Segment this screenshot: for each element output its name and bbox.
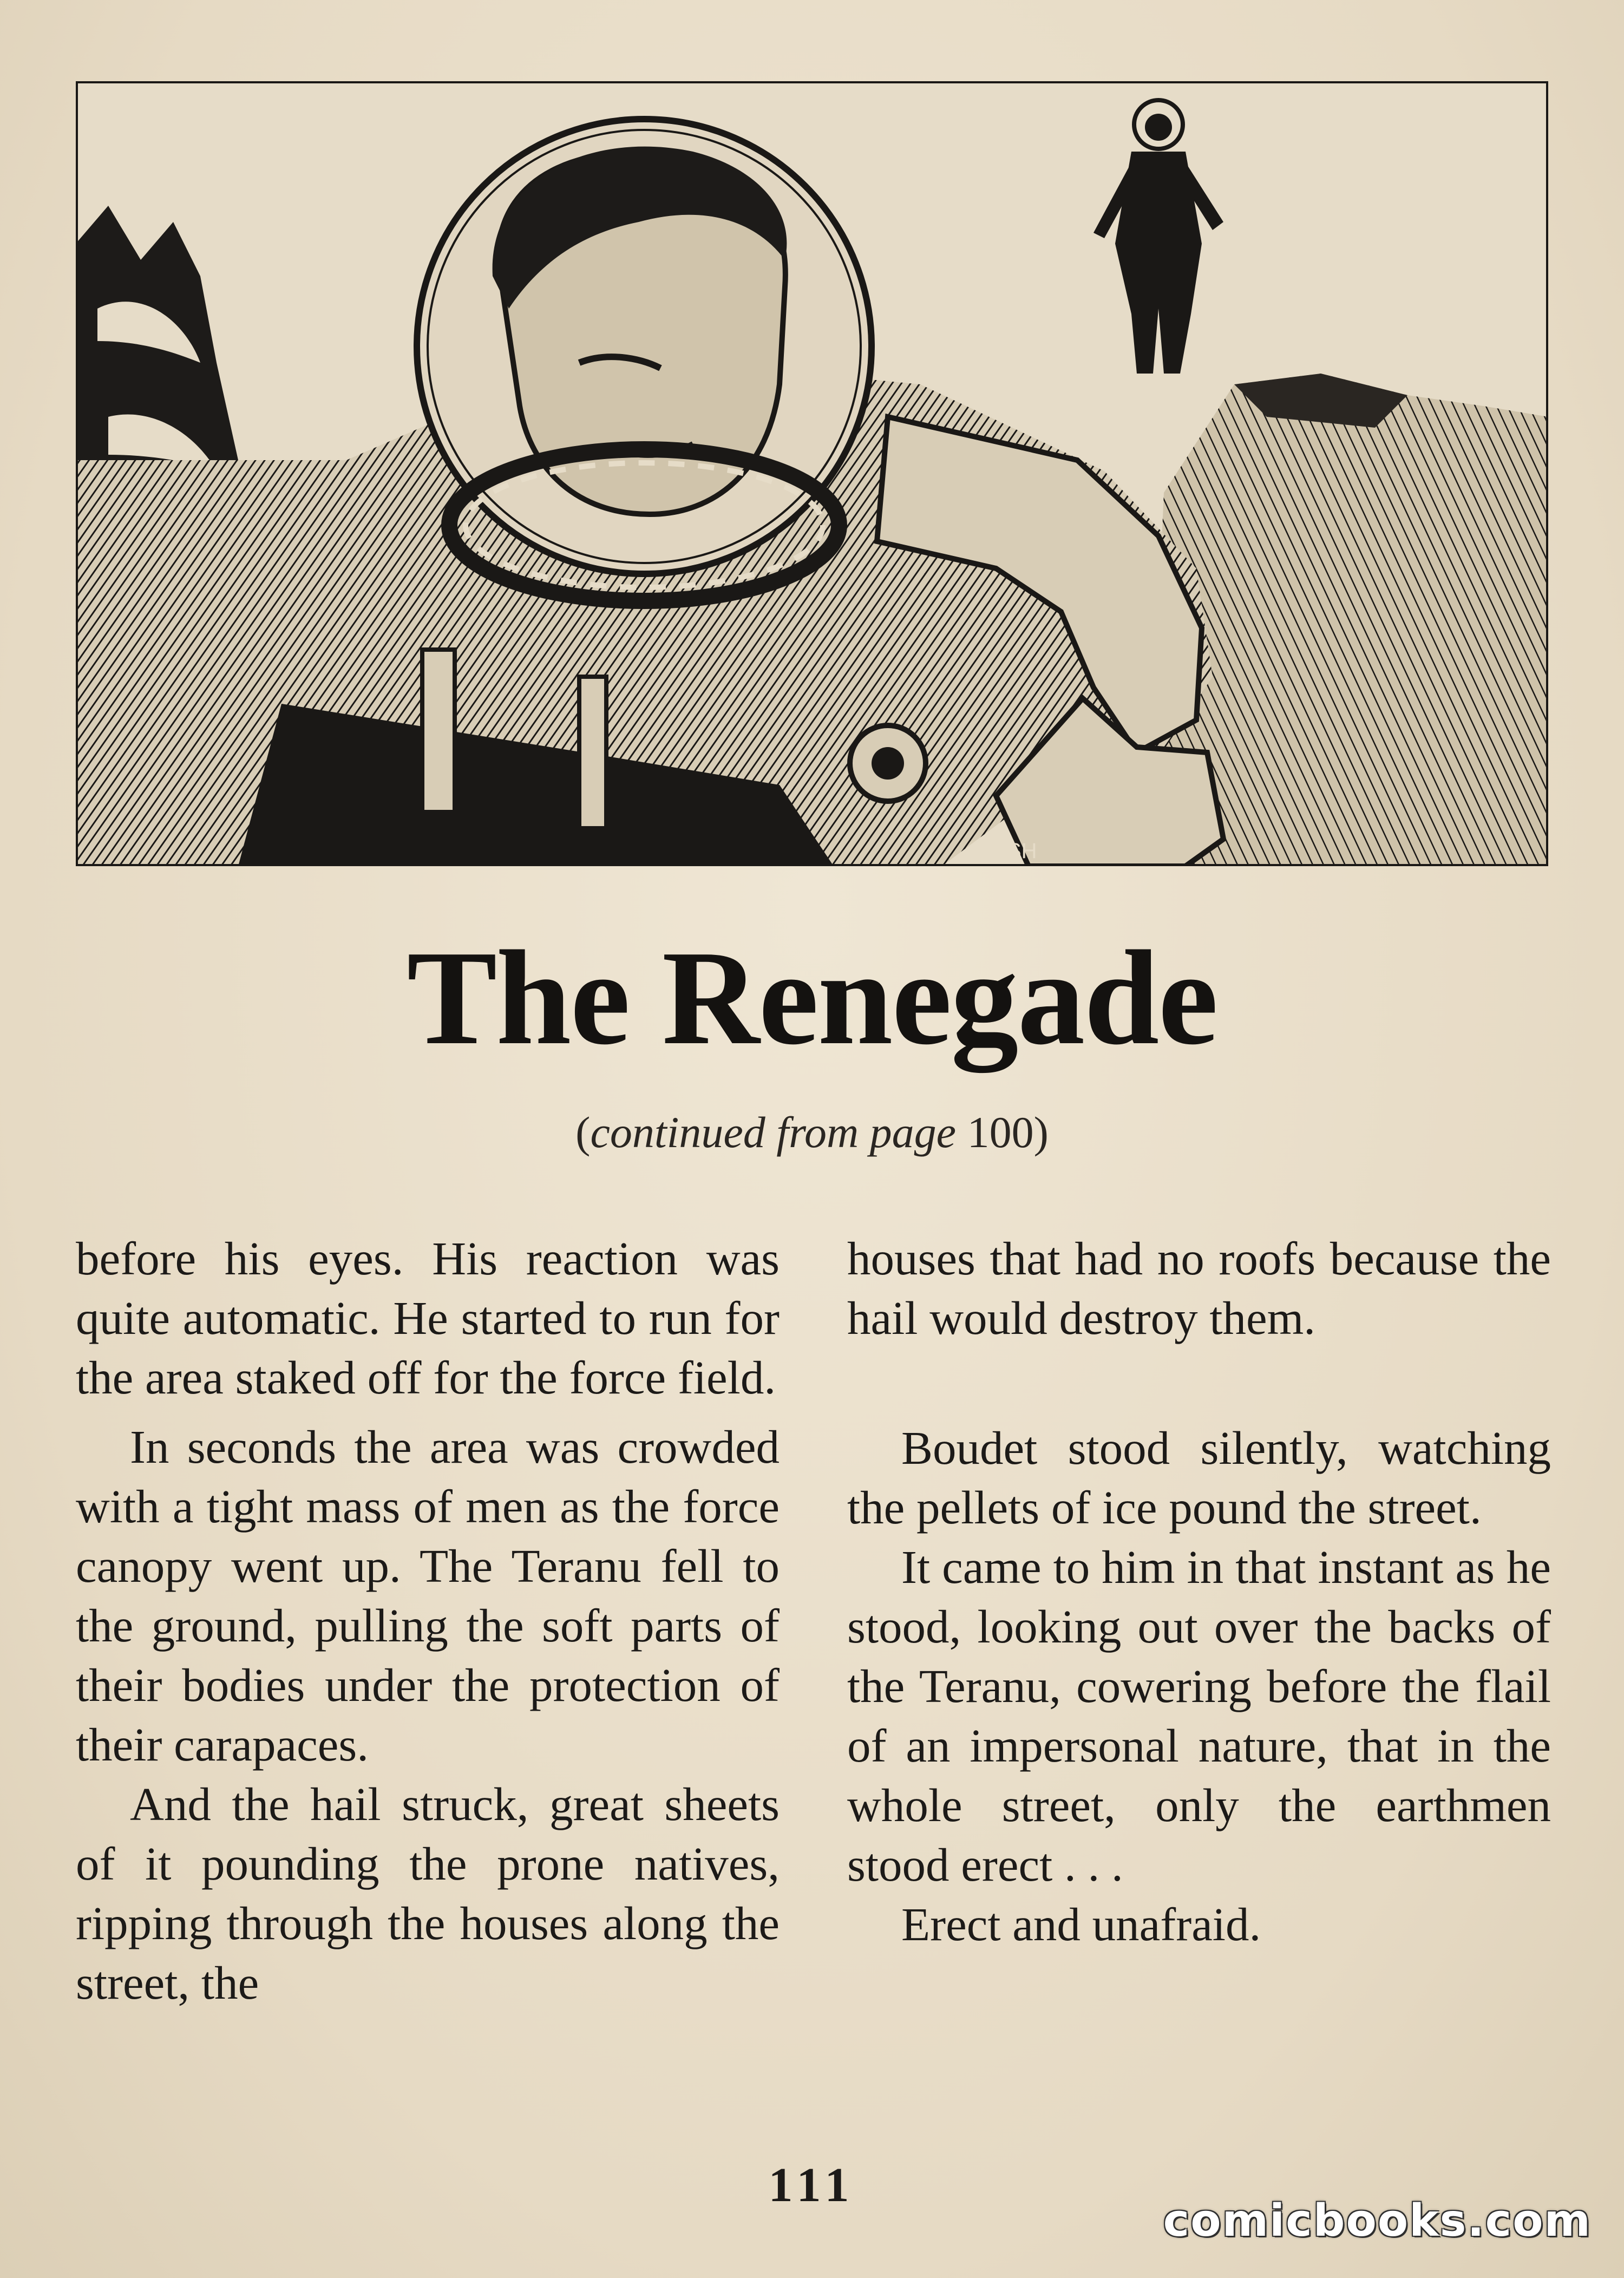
left-text-column [76, 1229, 780, 2013]
continued-note: (continued from page 100) [575, 1108, 1049, 1157]
artist-signature: EMSH [974, 839, 1037, 863]
right-text-column [847, 1229, 1551, 1954]
astronaut-illustration [76, 81, 1548, 866]
illustration-art [76, 81, 1548, 866]
continued-prefix: continued from page [590, 1108, 957, 1157]
paragraph: Erect and unafraid. [901, 1898, 1261, 1950]
story-title: The Renegade [407, 923, 1217, 1073]
paragraph: In seconds the area was crowded with a tight mass of men as the force canopy went up. The Teranu fell to the ground, pulling the soft parts of their bodies under the protection of their carapaces. [76, 1421, 780, 1771]
paragraph: Boudet stood silently, watching the pellets of ice pound the street. [847, 1422, 1551, 1534]
paragraph: And the hail struck, great sheets of it pounding the prone natives, ripping through the houses along the street, the [76, 1778, 780, 2009]
paragraph: It came to him in that instant as he stood, looking out over the backs of the Teranu, cowering before the flail of an impersonal nature, that in the whole street, only the earthmen stood erect . . . [847, 1541, 1551, 1891]
continued-page-number: 100 [967, 1108, 1034, 1157]
page-number: 111 [768, 2158, 856, 2212]
paragraph: before his eyes. His reaction was quite automatic. He started to run for the area staked off for the force field. [76, 1232, 780, 1404]
paragraph: houses that had no roofs because the hail would destroy them. [847, 1232, 1551, 1344]
watermark: comicbooks.com [1163, 2195, 1592, 2247]
